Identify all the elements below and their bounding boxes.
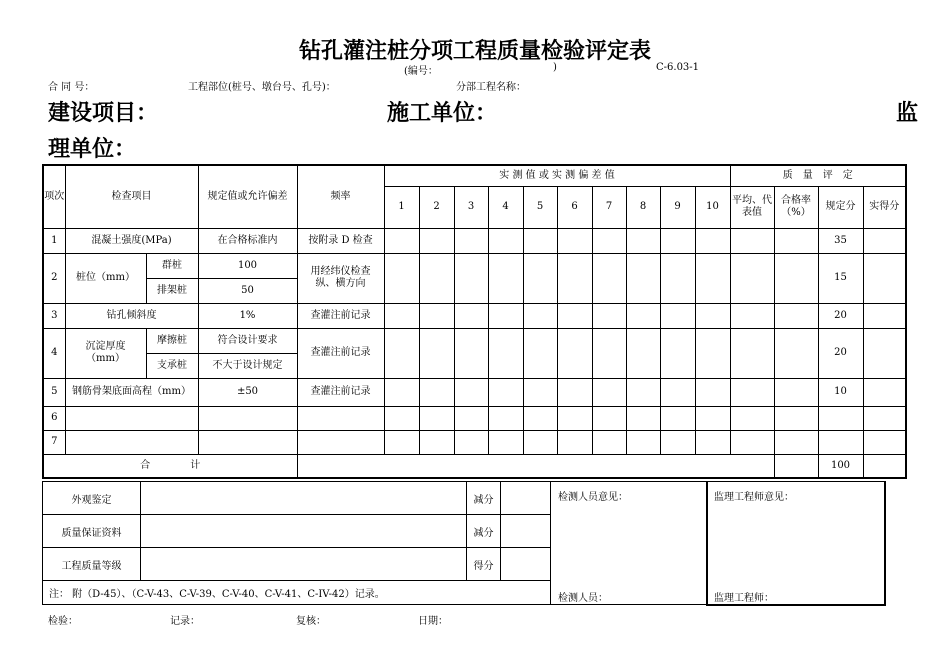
deduct-label: 减分 [467, 515, 501, 548]
value-cell[interactable] [523, 253, 557, 303]
row-score: 35 [818, 228, 863, 253]
table-row [43, 253, 906, 278]
row-sub-item: 排架桩 [146, 278, 198, 303]
total-row [43, 454, 906, 478]
row-no: 6 [43, 406, 65, 430]
row-spec: 在合格标准内 [198, 228, 297, 253]
actual-score-cell[interactable] [863, 406, 906, 430]
value-cell[interactable] [523, 303, 557, 328]
row-no: 2 [43, 253, 65, 303]
pass-rate-cell[interactable] [774, 228, 818, 253]
value-cell[interactable] [592, 303, 626, 328]
value-cell[interactable] [626, 228, 660, 253]
row-frequency: 按附录 D 检查 [297, 228, 384, 253]
value-cell[interactable] [523, 430, 557, 454]
header-pass-rate: 合格率（%） [774, 186, 818, 228]
table-row [43, 378, 906, 406]
value-cell[interactable] [488, 253, 523, 303]
pass-rate-cell[interactable] [774, 253, 818, 303]
value-cell[interactable] [695, 430, 730, 454]
row-frequency-empty[interactable] [297, 406, 384, 430]
header-quality: 质 量 评 定 [730, 165, 906, 186]
appearance-input[interactable] [141, 482, 467, 515]
value-cell[interactable] [660, 378, 695, 406]
score-cell[interactable] [818, 430, 863, 454]
actual-score-cell[interactable] [863, 228, 906, 253]
avg-cell[interactable] [730, 406, 774, 430]
avg-cell[interactable] [730, 378, 774, 406]
value-cell[interactable] [419, 303, 454, 328]
value-cell[interactable] [592, 228, 626, 253]
project-label: 建设项目： [48, 101, 159, 126]
footer-check: 检验： [48, 616, 78, 627]
value-cell[interactable] [592, 378, 626, 406]
total-label: 合 计 [43, 454, 297, 478]
value-cell[interactable] [384, 228, 419, 253]
row-spec: 1% [198, 303, 297, 328]
table-row [43, 430, 906, 454]
value-cell[interactable] [557, 228, 592, 253]
header-avg: 平均、代表值 [730, 186, 774, 228]
row-no: 5 [43, 378, 65, 406]
value-cell[interactable] [695, 406, 730, 430]
inspector-opinion-label: 检测人员意见： [558, 492, 628, 503]
value-cell[interactable] [523, 406, 557, 430]
actual-score-cell[interactable] [863, 303, 906, 328]
header-spec: 规定值或允许偏差 [198, 165, 297, 228]
col-7: 7 [592, 186, 626, 228]
row-frequency: 查灌注前记录 [297, 328, 384, 378]
value-cell[interactable] [488, 378, 523, 406]
col-6: 6 [557, 186, 592, 228]
pass-rate-cell[interactable] [774, 378, 818, 406]
grade-score-input[interactable] [501, 548, 551, 581]
engineer-label: 监理工程师： [714, 593, 774, 604]
value-cell[interactable] [454, 228, 488, 253]
grade-input[interactable] [141, 548, 467, 581]
actual-score-cell[interactable] [863, 378, 906, 406]
table-row [43, 406, 906, 430]
total-score: 100 [818, 454, 863, 478]
value-cell[interactable] [695, 228, 730, 253]
bottom-assessment-table [42, 481, 551, 605]
value-cell[interactable] [454, 328, 488, 378]
appearance-label: 外观鉴定 [43, 482, 141, 515]
avg-cell[interactable] [730, 303, 774, 328]
sub-project-label: 分部工程名称： [456, 82, 526, 93]
value-cell[interactable] [384, 253, 419, 303]
total-pass-rate[interactable] [774, 454, 818, 478]
deduct-label: 减分 [467, 482, 501, 515]
pass-rate-cell[interactable] [774, 328, 818, 378]
footer-review: 复核： [296, 616, 326, 627]
value-cell[interactable] [660, 253, 695, 303]
value-cell[interactable] [454, 406, 488, 430]
header-frequency: 频率 [297, 165, 384, 228]
table-row [43, 328, 906, 353]
value-cell[interactable] [626, 430, 660, 454]
code-close: ) [553, 62, 557, 73]
value-cell[interactable] [557, 253, 592, 303]
actual-score-cell[interactable] [863, 253, 906, 303]
score-cell[interactable] [818, 406, 863, 430]
value-cell[interactable] [523, 378, 557, 406]
inspection-table [42, 164, 907, 479]
total-actual-score[interactable] [863, 454, 906, 478]
appearance-deduct-input[interactable] [501, 482, 551, 515]
row-sub-item: 摩擦桩 [146, 328, 198, 353]
row-item-empty[interactable] [65, 406, 198, 430]
row-spec-empty[interactable] [198, 430, 297, 454]
value-cell[interactable] [488, 303, 523, 328]
contract-label: 合 同 号： [48, 82, 95, 93]
value-cell[interactable] [384, 378, 419, 406]
row-item: 沉淀厚度（mm） [65, 328, 146, 378]
value-cell[interactable] [592, 253, 626, 303]
pass-rate-cell[interactable] [774, 430, 818, 454]
value-cell[interactable] [660, 406, 695, 430]
row-frequency-empty[interactable] [297, 430, 384, 454]
grade-label: 工程质量等级 [43, 548, 141, 581]
value-cell[interactable] [419, 378, 454, 406]
col-5: 5 [523, 186, 557, 228]
row-frequency: 查灌注前记录 [297, 378, 384, 406]
row-score: 20 [818, 303, 863, 328]
row-item: 钻孔倾斜度 [65, 303, 198, 328]
engineer-opinion-box[interactable] [706, 481, 886, 606]
value-cell[interactable] [660, 328, 695, 378]
value-cell[interactable] [454, 430, 488, 454]
pass-rate-cell[interactable] [774, 406, 818, 430]
quality-docs-input[interactable] [141, 515, 467, 548]
row-score: 15 [818, 253, 863, 303]
value-cell[interactable] [384, 303, 419, 328]
col-8: 8 [626, 186, 660, 228]
value-cell[interactable] [557, 430, 592, 454]
value-cell[interactable] [488, 430, 523, 454]
total-values[interactable] [297, 454, 774, 478]
col-10: 10 [695, 186, 730, 228]
row-item: 桩位（mm） [65, 253, 146, 303]
quality-docs-label: 质量保证资料 [43, 515, 141, 548]
row-spec: 符合设计要求 [198, 328, 297, 353]
inspector-opinion-box[interactable] [550, 481, 708, 605]
avg-cell[interactable] [730, 328, 774, 378]
value-cell[interactable] [384, 328, 419, 378]
value-cell[interactable] [557, 378, 592, 406]
col-2: 2 [419, 186, 454, 228]
value-cell[interactable] [419, 228, 454, 253]
row-item: 钢筋骨架底面高程（mm） [65, 378, 198, 406]
col-4: 4 [488, 186, 523, 228]
value-cell[interactable] [488, 228, 523, 253]
value-cell[interactable] [660, 430, 695, 454]
value-cell[interactable] [557, 328, 592, 378]
row-spec-empty[interactable] [198, 406, 297, 430]
col-9: 9 [660, 186, 695, 228]
location-label: 工程部位(桩号、墩台号、孔号)： [188, 82, 336, 93]
row-score: 20 [818, 328, 863, 378]
supervisor-label-part2: 理单位： [48, 137, 137, 162]
value-cell[interactable] [454, 303, 488, 328]
value-cell[interactable] [523, 228, 557, 253]
value-cell[interactable] [419, 430, 454, 454]
row-item: 混凝土强度(MPa) [65, 228, 198, 253]
row-frequency: 用经纬仪检查纵、横方向 [297, 253, 384, 303]
value-cell[interactable] [557, 406, 592, 430]
value-cell[interactable] [695, 253, 730, 303]
engineer-opinion-label: 监理工程师意见： [714, 492, 794, 503]
value-cell[interactable] [419, 406, 454, 430]
row-no: 7 [43, 430, 65, 454]
header-actual: 实得分 [863, 186, 906, 228]
value-cell[interactable] [384, 430, 419, 454]
avg-cell[interactable] [730, 228, 774, 253]
header-check-item: 检查项目 [65, 165, 198, 228]
row-sub-item: 支承桩 [146, 353, 198, 378]
table-row [43, 228, 906, 253]
value-cell[interactable] [454, 253, 488, 303]
avg-cell[interactable] [730, 430, 774, 454]
value-cell[interactable] [592, 430, 626, 454]
row-spec: 不大于设计规定 [198, 353, 297, 378]
value-cell[interactable] [488, 328, 523, 378]
score-label: 得分 [467, 548, 501, 581]
value-cell[interactable] [626, 253, 660, 303]
footer-record: 记录： [170, 616, 200, 627]
note: 注： 附（D-45）、（C-V-43、C-V-39、C-V-40、C-V-41、C-IV-42）记录。 [43, 581, 551, 605]
footer-date: 日期： [418, 616, 448, 627]
supervisor-label-part1: 监 [896, 101, 919, 126]
row-spec: 100 [198, 253, 297, 278]
value-cell[interactable] [592, 328, 626, 378]
col-1: 1 [384, 186, 419, 228]
header-item-no: 项次 [43, 165, 65, 228]
value-cell[interactable] [626, 406, 660, 430]
header-score: 规定分 [818, 186, 863, 228]
value-cell[interactable] [626, 328, 660, 378]
value-cell[interactable] [660, 303, 695, 328]
row-score: 10 [818, 378, 863, 406]
row-spec: ±50 [198, 378, 297, 406]
inspector-label: 检测人员： [558, 593, 608, 604]
quality-docs-deduct-input[interactable] [501, 515, 551, 548]
value-cell[interactable] [695, 328, 730, 378]
value-cell[interactable] [523, 328, 557, 378]
value-cell[interactable] [695, 303, 730, 328]
row-no: 3 [43, 303, 65, 328]
value-cell[interactable] [384, 406, 419, 430]
value-cell[interactable] [557, 303, 592, 328]
value-cell[interactable] [454, 378, 488, 406]
code-label: (编号： [404, 66, 438, 77]
row-frequency: 查灌注前记录 [297, 303, 384, 328]
actual-score-cell[interactable] [863, 430, 906, 454]
row-sub-item: 群桩 [146, 253, 198, 278]
pass-rate-cell[interactable] [774, 303, 818, 328]
value-cell[interactable] [419, 253, 454, 303]
value-cell[interactable] [592, 406, 626, 430]
form-number: C-6.03-1 [656, 62, 700, 73]
value-cell[interactable] [488, 406, 523, 430]
header-measured: 实 测 值 或 实 测 偏 差 值 [384, 165, 730, 186]
row-spec: 50 [198, 278, 297, 303]
row-no: 1 [43, 228, 65, 253]
row-no: 4 [43, 328, 65, 378]
page-title: 钻孔灌注桩分项工程质量检验评定表 [298, 39, 651, 64]
avg-cell[interactable] [730, 253, 774, 303]
value-cell[interactable] [695, 378, 730, 406]
contractor-label: 施工单位： [387, 101, 498, 126]
value-cell[interactable] [419, 328, 454, 378]
row-item-empty[interactable] [65, 430, 198, 454]
table-row [43, 303, 906, 328]
col-3: 3 [454, 186, 488, 228]
value-cell[interactable] [626, 378, 660, 406]
value-cell[interactable] [660, 228, 695, 253]
actual-score-cell[interactable] [863, 328, 906, 378]
value-cell[interactable] [626, 303, 660, 328]
